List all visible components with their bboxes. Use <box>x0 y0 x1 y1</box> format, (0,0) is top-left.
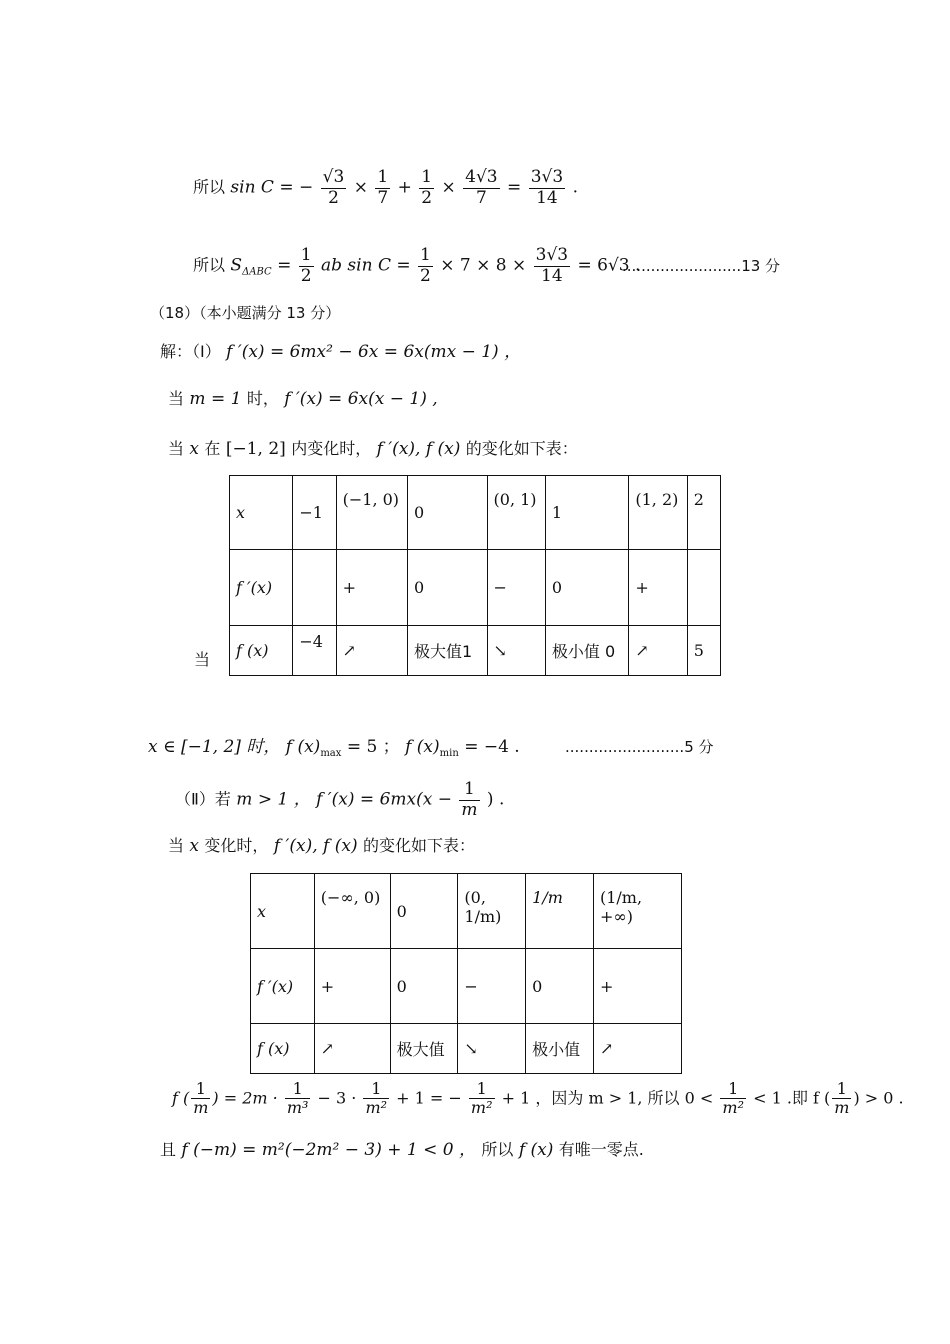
fraction: $\frac{1}{\text{m³}}$ <box>286 1079 309 1118</box>
area-equation: 所以 $S_{\Delta ABC}$ = $\frac{1}{2}$ ab sin C = $\frac{1}{2}$ × 7 × 8 × $\frac{3√3}{14}$ = 6√3 . <box>193 245 641 286</box>
fraction: $\frac{1}{\text{m²}}$ <box>470 1079 493 1118</box>
extremum-line: x ∈ [−1, 2] 时， f $(x)_{max} = 5$ ； f $(x)_{min} = -4$ . <box>148 737 520 759</box>
solution-line-3: 当 x 在 [−1, 2] 内变化时， f ′(x), f (x) 的变化如下表： <box>168 439 578 459</box>
score-5: .........................5 分 <box>565 738 714 756</box>
fraction: $\frac{1}{\text{m²}}$ <box>365 1079 388 1118</box>
fraction: $\frac{1}{\text{m²}}$ <box>722 1079 745 1118</box>
fraction: $\frac{1}{2}$ <box>420 245 431 286</box>
table-row: f ′(x) + 0 − 0 + <box>251 949 682 1024</box>
final-conclusion: 且 f (−m) = m²(−2m² − 3) + 1 < 0 ， 所以 f (x) 有唯一零点. <box>160 1140 644 1160</box>
part-two-line: （Ⅱ）若 m > 1 ， f ′(x) = 6mx(x − $\frac{1}{m}$ ) . <box>175 779 505 820</box>
score-13: .........................13 分 <box>622 257 781 275</box>
fraction: $\frac{1}{7}$ <box>377 167 389 208</box>
solution-line-2: 当 m = 1 时， f ′(x) = 6x(x − 1) , <box>168 389 438 409</box>
final-equation: f ( $\frac{1}{m}$ ) = 2m · $\frac{1}{\text{m³}}$ − 3 · $\frac{1}{\text{m²}}$ + 1 = − $\frac{1}{\text{m²}}$ + 1 ，因为 m > 1, 所以 0 < $\frac{1}{\text{m²}}$ < 1 .即 f ( $\frac{1}{m}$ ) > 0 . <box>172 1079 904 1118</box>
fraction: $\frac{√3}{2}$ <box>322 167 345 208</box>
fraction: $\frac{3√3}{14}$ <box>535 245 569 286</box>
table-row: f (x) ↗ 极大值 ↘ 极小值 ↗ <box>251 1024 682 1074</box>
solution-line-1: 解：（Ⅰ） f ′(x) = 6mx² − 6x = 6x(mx − 1) ， <box>160 342 522 362</box>
fraction: $\frac{1}{2}$ <box>421 167 433 208</box>
fraction: $\frac{4√3}{7}$ <box>465 167 498 208</box>
table-row: x −1 (−1, 0) 0 (0, 1) 1 (1, 2) 2 <box>230 476 721 550</box>
problem-heading: （18）（本小题满分 13 分） <box>150 304 341 322</box>
solution-line-4: 当 x 变化时， f ′(x), f (x) 的变化如下表： <box>168 836 476 856</box>
variation-table-2 <box>250 873 682 1074</box>
table-row: x (−∞, 0) 0 (0, 1/m) 1/m (1/m, +∞) <box>251 874 682 949</box>
fraction: $\frac{1}{m}$ <box>193 1079 209 1118</box>
fraction: $\frac{3√3}{14}$ <box>530 167 564 208</box>
variation-table-1 <box>229 475 721 676</box>
fraction: $\frac{1}{m}$ <box>461 779 478 820</box>
fraction: $\frac{1}{2}$ <box>300 245 312 286</box>
stray-character: 当 <box>194 650 211 669</box>
sinC-equation: 所以 sin C = − $\frac{√3}{2}$ × $\frac{1}{7}$ + $\frac{1}{2}$ × $\frac{4√3}{7}$ = $\frac{3√3}{14}$ . <box>193 167 578 208</box>
table-row: f ′(x) + 0 − 0 + <box>230 550 721 626</box>
fraction: $\frac{1}{m}$ <box>834 1079 850 1118</box>
table-row: f (x) −4 ↗ 极大值1 ↘ 极小值 0 ↗ 5 <box>230 626 721 676</box>
